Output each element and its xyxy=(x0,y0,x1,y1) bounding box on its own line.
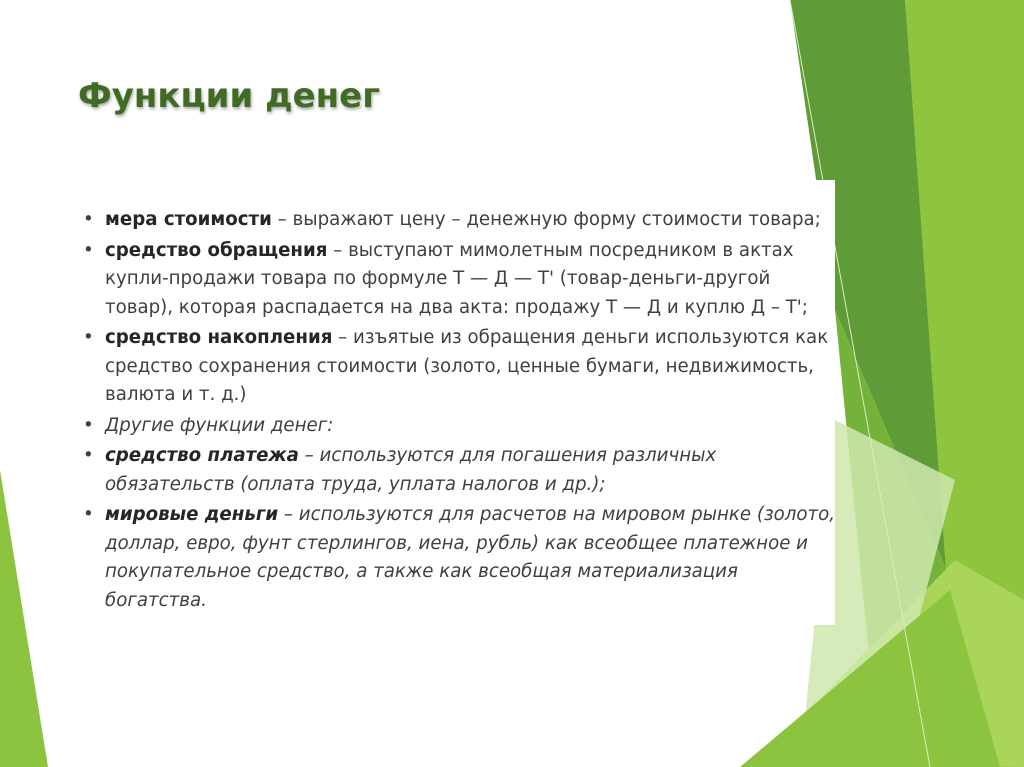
list-item xyxy=(82,412,842,441)
list-item xyxy=(82,324,842,410)
term: средство накопления xyxy=(105,327,333,348)
list-item xyxy=(82,237,842,323)
content-list xyxy=(82,206,842,617)
slide-title: Функции денег xyxy=(78,76,380,116)
term: мировые деньги xyxy=(105,504,279,525)
left-green-strip xyxy=(0,470,48,767)
list-item xyxy=(82,442,842,499)
description: – используются для погашения различных обязательств (оплата труда, уплата налогов и др.); xyxy=(105,445,717,495)
description: – выражают цену – денежную форму стоимости товара; xyxy=(271,209,821,230)
description: – используются для расчетов на мировом рынке (золото, доллар, евро, фунт стерлингов, иена, рубль) как всеобщее платежное и покупательное средство, а также как всеобщая материализация богатства. xyxy=(105,504,836,611)
description: Другие функции денег: xyxy=(105,414,334,436)
term: средство обращения xyxy=(105,239,328,261)
list-item xyxy=(82,206,842,235)
description: – изъятые из обращения деньги используются как средство сохранения стоимости (золото, ценные бумаги, недвижимость, валюта и т. д.) xyxy=(105,327,829,405)
term: мера стоимости xyxy=(105,209,272,230)
term: средство платежа xyxy=(105,445,299,466)
list-item xyxy=(82,501,842,615)
description: – выступают мимолетным посредником в актах купли-продажи товара по формуле Т — Д — Т' (товар-деньги-другой товар), которая распадается на два акта: продажу Т — Д и куплю Д – Т'; xyxy=(105,239,808,318)
